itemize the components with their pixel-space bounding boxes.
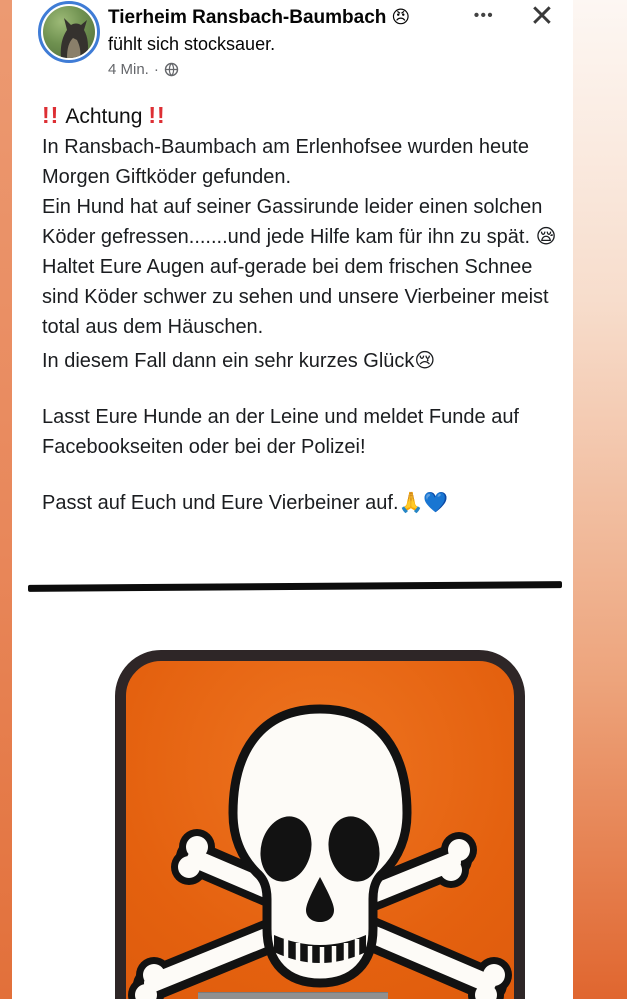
post-paragraph: Ein Hund hat auf seiner Gassirunde leider einen solchen Köder gefressen.......und jede Hilfe kam für ihn zu spät. 😪 xyxy=(42,196,557,248)
avatar[interactable] xyxy=(38,1,100,63)
post-paragraph: In Ransbach-Baumbach am Erlenhofsee wurden heute Morgen Giftköder gefunden. xyxy=(42,136,529,188)
double-exclamation-icon: !! xyxy=(42,102,60,128)
image-divider-line xyxy=(28,581,562,592)
post-paragraph: Lasst Eure Hunde an der Leine und meldet Funde auf Facebookseiten oder bei der Polizei! xyxy=(42,406,519,458)
post-paragraph: Passt auf Euch und Eure Vierbeiner auf.🙏💙 xyxy=(42,492,449,514)
bottom-gray-bar xyxy=(198,992,388,999)
angry-face-emoji-icon: 😠 xyxy=(391,7,411,27)
post-image-toxic-sign[interactable] xyxy=(115,650,525,999)
globe-public-icon xyxy=(164,62,179,77)
close-icon[interactable]: ✕ xyxy=(529,0,555,33)
warning-headline: !! Achtung !! xyxy=(42,102,166,128)
facebook-post-card xyxy=(12,0,573,999)
post-meta xyxy=(108,61,179,78)
background-strip-right xyxy=(573,0,627,999)
post-paragraph: Haltet Eure Augen auf-gerade bei dem frischen Schnee sind Köder schwer zu sehen und unsere Vierbeiner meist total aus dem Häuschen. xyxy=(42,256,549,338)
meta-separator: · xyxy=(153,61,159,78)
timestamp: 4 Min. xyxy=(108,61,149,78)
more-options-button[interactable]: ••• xyxy=(473,6,495,24)
page-name[interactable] xyxy=(108,7,468,29)
page-name-text: Tierheim Ransbach-Baumbach xyxy=(108,7,387,28)
dog-photo-icon xyxy=(43,6,95,58)
post-paragraph: In diesem Fall dann ein sehr kurzes Glück😢 xyxy=(42,350,436,372)
feeling-status: fühlt sich stocksauer. xyxy=(108,34,276,54)
double-exclamation-icon: !! xyxy=(148,102,166,128)
post-text xyxy=(42,100,568,518)
skull-and-crossbones-icon xyxy=(126,661,514,999)
